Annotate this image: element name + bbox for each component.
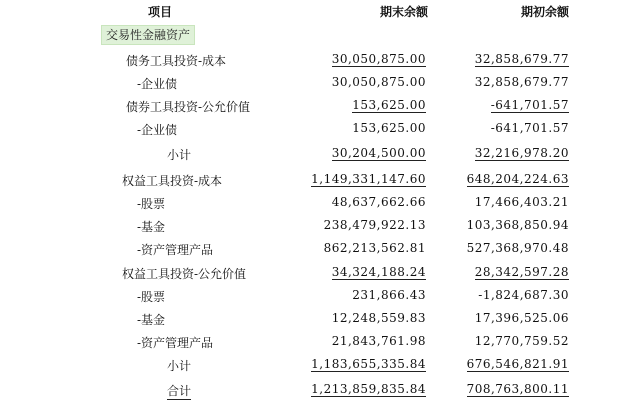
end-balance-cell: 30,050,875.00 xyxy=(331,52,426,66)
table-row xyxy=(0,263,640,283)
row-label: 合计 xyxy=(167,384,192,398)
end-balance-cell: 1,149,331,147.60 xyxy=(311,172,426,186)
row-label: 债务工具投资-成本 xyxy=(126,54,227,68)
table-row xyxy=(0,216,640,236)
table-row xyxy=(0,332,640,352)
row-label: -资产管理产品 xyxy=(137,243,214,257)
begin-balance-cell: 676,546,821.91 xyxy=(466,357,569,371)
table-row xyxy=(0,239,640,259)
row-label: -企业债 xyxy=(137,77,178,91)
row-label: -基金 xyxy=(137,220,166,234)
begin-balance-cell: 32,216,978.20 xyxy=(474,146,569,160)
end-balance-cell: 238,479,922.13 xyxy=(323,218,426,232)
end-balance-cell: 30,204,500.00 xyxy=(331,146,426,160)
end-balance-cell: 153,625.00 xyxy=(352,121,426,135)
table-row xyxy=(0,286,640,306)
begin-balance-cell: 28,342,597.28 xyxy=(474,265,569,279)
row-label: -资产管理产品 xyxy=(137,336,214,350)
header-item: 项目 xyxy=(147,5,172,19)
table-row xyxy=(0,309,640,329)
end-balance-cell: 34,324,188.24 xyxy=(331,265,426,279)
begin-balance-cell: 17,466,403.21 xyxy=(474,195,569,209)
table-row xyxy=(0,119,640,139)
begin-balance-cell: -641,701.57 xyxy=(490,98,569,112)
row-label: 权益工具投资-成本 xyxy=(122,174,223,188)
total-row xyxy=(0,380,640,400)
table-header xyxy=(0,0,640,22)
row-label: 小计 xyxy=(167,359,192,373)
header-end-balance: 期末余额 xyxy=(379,5,428,19)
end-balance-cell: 1,183,655,335.84 xyxy=(311,357,426,371)
table-row xyxy=(0,170,640,190)
row-label: 债券工具投资-公允价值 xyxy=(126,100,251,114)
row-label: 小计 xyxy=(167,148,192,162)
table-row xyxy=(0,73,640,93)
end-balance-cell: 48,637,662.66 xyxy=(331,195,426,209)
table-row xyxy=(0,50,640,70)
row-label: -股票 xyxy=(137,290,166,304)
end-balance-cell: 231,866.43 xyxy=(352,288,426,302)
row-label: 权益工具投资-公允价值 xyxy=(122,267,247,281)
end-balance-cell: 21,843,761.98 xyxy=(331,334,426,348)
begin-balance-cell: 527,368,970.48 xyxy=(466,241,569,255)
begin-balance-cell: 103,368,850.94 xyxy=(466,218,569,232)
begin-balance-cell: 708,763,800.11 xyxy=(466,382,569,396)
row-label: -企业债 xyxy=(137,123,178,137)
subtotal-row xyxy=(0,144,640,164)
end-balance-cell: 153,625.00 xyxy=(352,98,426,112)
row-label: -基金 xyxy=(137,313,166,327)
begin-balance-cell: 32,858,679.77 xyxy=(474,75,569,89)
end-balance-cell: 12,248,559.83 xyxy=(331,311,426,325)
end-balance-cell: 30,050,875.00 xyxy=(331,75,426,89)
row-label: -股票 xyxy=(137,197,166,211)
begin-balance-cell: -1,824,687.30 xyxy=(478,288,569,302)
end-balance-cell: 1,213,859,835.84 xyxy=(311,382,426,396)
table-row xyxy=(0,193,640,213)
begin-balance-cell: 12,770,759.52 xyxy=(474,334,569,348)
section-title-trading-financial-assets: 交易性金融资产 xyxy=(101,25,195,45)
begin-balance-cell: -641,701.57 xyxy=(490,121,569,135)
end-balance-cell: 862,213,562.81 xyxy=(323,241,426,255)
header-begin-balance: 期初余额 xyxy=(520,5,569,19)
begin-balance-cell: 17,396,525.06 xyxy=(474,311,569,325)
table-row xyxy=(0,96,640,116)
begin-balance-cell: 648,204,224.63 xyxy=(466,172,569,186)
begin-balance-cell: 32,858,679.77 xyxy=(474,52,569,66)
subtotal-row xyxy=(0,355,640,375)
